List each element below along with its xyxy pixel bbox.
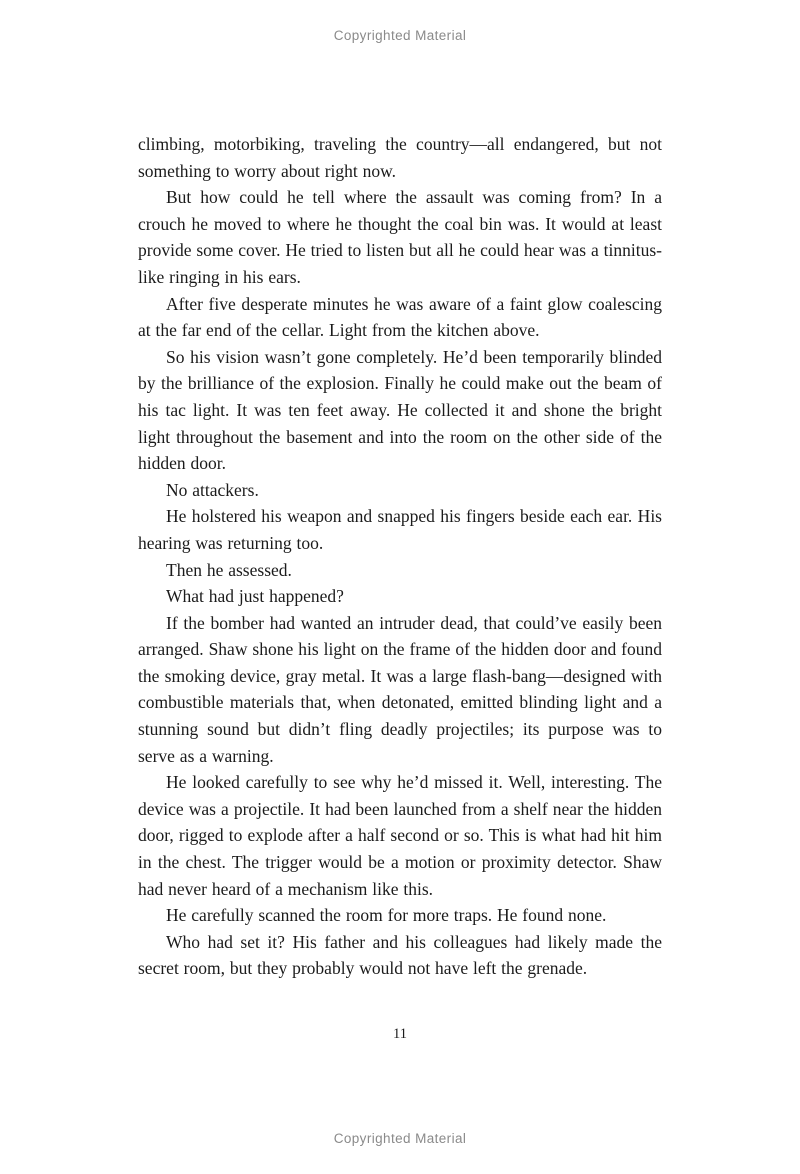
paragraph: So his vision wasn’t gone completely. He’d been temporarily blinded by the brilliance of the explosion. Finally he could make out the beam of his tac light. It was ten feet away. He collected it and shone the bright light throughout the basement and into the room on the other side of the hidden door. (138, 346, 662, 474)
paragraph: He carefully scanned the room for more traps. He found none. (166, 905, 607, 926)
paragraph: Who had set it? His father and his colleagues had likely made the secret room, but they probably would not have left the grenade. (138, 931, 662, 979)
paragraph: After five desperate minutes he was aware of a faint glow coalescing at the far end of the cellar. Light from the kitchen above. (138, 293, 662, 341)
page-number: 11 (393, 1026, 407, 1042)
copyright-notice-bottom: Copyrighted Material (333, 1131, 467, 1146)
paragraph: Then he assessed. (166, 559, 292, 580)
body-text (138, 131, 662, 982)
paragraph: What had just happened? (166, 586, 344, 607)
paragraph: climbing, motorbiking, traveling the country—all endangered, but not something to worry about right now. (138, 134, 662, 181)
paragraph: He looked carefully to see why he’d missed it. Well, interesting. The device was a projectile. It had been launched from a shelf near the hidden door, rigged to explode after a half second or so. This is what had hit him in the chest. The trigger would be a motion or proximity detector. Shaw had never heard of a mechanism like this. (138, 772, 662, 899)
paragraph: If the bomber had wanted an intruder dead, that could’ve easily been arranged. Shaw shone his light on the frame of the hidden door and found the smoking device, gray metal. It was a large flash-bang—designed with combustible materials that, when detonated, emitted blinding light and a stunning sound but didn’t fling deadly projectiles; its purpose was to serve as a warning. (138, 612, 662, 766)
copyright-notice-top: Copyrighted Material (333, 28, 467, 43)
paragraph: But how could he tell where the assault was coming from? In a crouch he moved to where he thought the coal bin was. It would at least provide some cover. He tried to listen but all he could hear was a tinnitus-like ringing in his ears. (138, 187, 662, 287)
paragraph: No attackers. (166, 479, 259, 500)
paragraph: He holstered his weapon and snapped his fingers beside each ear. His hearing was returning too. (138, 506, 662, 553)
